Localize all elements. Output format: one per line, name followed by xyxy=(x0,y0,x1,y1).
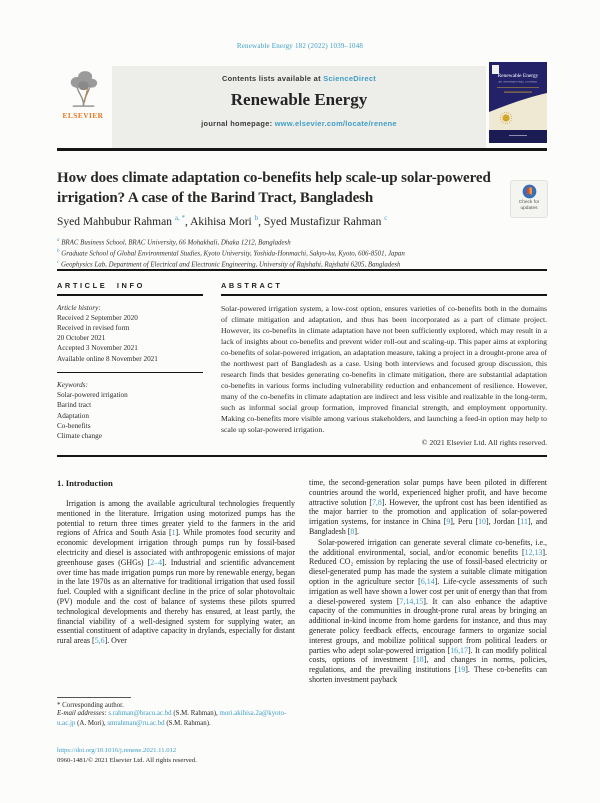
heading-rule xyxy=(57,294,203,296)
info-line: Barind tract xyxy=(57,401,92,410)
info-abstract-block xyxy=(57,281,547,447)
corresponding-author-note: * Corresponding author. xyxy=(57,702,124,709)
article-history-label: Article history: xyxy=(57,303,101,312)
info-line: Co-benefits xyxy=(57,421,91,430)
footnote-block xyxy=(57,697,297,728)
running-head-citation[interactable]: Renewable Energy 182 (2022) 1039–1048 xyxy=(236,42,364,50)
email-addresses xyxy=(57,709,297,728)
email-link[interactable]: smrahman@ru.ac.bd xyxy=(107,719,165,727)
citation-ref[interactable]: 7,8 xyxy=(371,497,382,507)
info-line: Adaptation xyxy=(57,411,89,420)
author-name: Syed Mahbubur Rahman $^{a, *}$ xyxy=(57,214,185,228)
intro-left-text xyxy=(57,499,295,646)
author-affiliation-mark[interactable]: a, * xyxy=(174,214,185,222)
homepage-line xyxy=(112,119,486,128)
paragraph: Solar-powered irrigation system, a low-cost option, ensures varieties of co-benefits both in the domains of climate mitigation and adaptation, and thus has been incorporated as a part of climate project. However, its co-benefits in climate adaptation have not been sufficiently explored, which may result in a lack of insights about co-benefits and prevent wider roll-out and scaling-up. This paper aims at exploring co-benefits of solar-powered irrigation, an adaptation measure, taking a project in a drought-prone area of the northwest part of Bangladesh as a case. Using both interviews and focused group discussion, this research finds that besides generating co-benefits in climate mitigation, there are substantial adaptation co-benefits in various forms including vulnerability reduction and enhancement of resilience. However, many of the co-benefits in climate adaptation are indirect and less visible and realizable in the long-term, such as informal social group formation, improved financial strength, and employment opportunity. Making co-benefits more visible among various stakeholders, and launching a feed-in option may help to scale up solar-powered irrigation. xyxy=(221,303,547,434)
journal-cover-thumbnail[interactable] xyxy=(489,62,547,143)
paragraph: time, the second-generation solar pumps have been piloted in different countries around the world, experienced higher profit, and have become attractive solution [7,8]. However, the upfront cost has been identified as the major barrier to the promotion and application of solar-powered irrigation systems, for instance in China [9], Peru [10], Jordan [11], and Bangladesh [8]. xyxy=(309,478,547,536)
citation-ref[interactable]: 19 xyxy=(457,665,466,675)
paragraph: Solar-powered irrigation can generate several climate co-benefits, i.e., the additional environmental, social, and/or economic benefits [12,13]. Reduced CO₂ emission by replacing the use of fossil-based electricity or diesel-generated pump has made the system a suitable climate mitigation option in the agriculture sector [6,14]. Life-cycle assessments of such irrigation as well have shown a lower cost per unit of energy than that from a diesel-powered system [7,14,15]. It can also enhance the adaptive capacity of the communities in drought-prone rural areas by bringing an additional in-kind income from home gardens for instance, and thus may generate policy feedback effects, encourage farmers to organize social interest groups, and mobilize political support from political leaders or parties who adept solar-powered irrigation [16,17]. It can modify political costs, options of investment [18], and changes in norms, policies, regulations, and the prevailing institutions [19]. These co-benefits can shorten investment payback xyxy=(309,537,547,684)
citation-ref[interactable]: 5,6 xyxy=(94,636,105,646)
citation-ref[interactable]: 16,17 xyxy=(450,645,468,655)
footnote-text: (S.M. Rahman), xyxy=(171,710,220,717)
info-line: Available online 8 November 2021 xyxy=(57,354,158,363)
author-affiliation-mark[interactable]: c xyxy=(384,214,388,222)
section-heading: 1. Introduction xyxy=(57,478,113,488)
author-list: Syed Mahbubur Rahman $^{a, *}$, Akihisa Mori $^b$, Syed Mustafizur Rahman $^c$ xyxy=(57,214,388,228)
citation-ref[interactable]: 1 xyxy=(171,528,176,538)
info-line: 20 October 2021 xyxy=(57,334,106,343)
citation-ref[interactable]: 11 xyxy=(520,517,528,527)
elsevier-logo-label: ELSEVIER xyxy=(62,111,104,120)
footnote-rule xyxy=(57,697,131,698)
banner-center xyxy=(112,66,486,148)
keywords-list xyxy=(57,390,203,441)
info-line: Received 2 September 2020 xyxy=(57,313,138,322)
check-updates-label: Check for updates xyxy=(518,200,540,211)
author-name: Akihisa Mori $^b$ xyxy=(190,214,259,228)
contents-prefix: Contents lists available at xyxy=(221,74,324,83)
info-divider xyxy=(57,372,203,373)
abstract-text xyxy=(221,303,547,435)
citation-ref[interactable]: 18 xyxy=(415,655,424,665)
affiliation: $^c$ Geophysics Lab, Department of Electrical and Electronic Engineering, University of Rajshahi, Rajshahi 6205, Bangladesh xyxy=(57,259,401,269)
footnote-text: E-mail addresses: xyxy=(57,710,109,717)
elsevier-tree-icon xyxy=(67,67,100,110)
body-left-column xyxy=(57,478,295,713)
info-line: Received in revised form xyxy=(57,323,130,332)
check-updates-badge[interactable] xyxy=(510,180,548,218)
article-history-list xyxy=(57,313,203,364)
body-right-column xyxy=(309,478,547,713)
abstract-column xyxy=(221,281,547,447)
citation-ref[interactable]: 8 xyxy=(350,526,355,536)
footnote-text: (A. Mori), xyxy=(75,719,108,727)
keywords-label: Keywords: xyxy=(57,381,88,389)
citation-ref[interactable]: 10 xyxy=(478,517,486,527)
info-line: Climate change xyxy=(57,432,102,441)
cover-title: Renewable Energy xyxy=(497,73,539,79)
abstract-copyright: © 2021 Elsevier Ltd. All rights reserved. xyxy=(421,437,547,447)
affiliation: $^a$ BRAC Business School, BRAC University, 66 Mohakhali, Dhaka 1212, Bangladesh xyxy=(57,238,291,247)
citation-ref[interactable]: 9 xyxy=(446,517,451,527)
author-name: Syed Mustafizur Rahman $^c$ xyxy=(263,214,388,228)
crossmark-icon xyxy=(522,184,537,199)
journal-banner xyxy=(57,66,547,148)
citation-ref[interactable]: 12,13 xyxy=(524,547,543,557)
journal-cover-art xyxy=(489,62,547,143)
affiliation-list xyxy=(57,237,539,270)
contents-line xyxy=(112,74,486,83)
abstract-heading: ABSTRACT xyxy=(221,281,283,290)
info-line: Accepted 3 November 2021 xyxy=(57,344,138,353)
citation-ref[interactable]: 7,14,15 xyxy=(399,596,424,606)
banner-divider xyxy=(57,148,547,151)
elsevier-logo[interactable] xyxy=(57,67,109,120)
issn-copyright-line: 0960-1481/© 2021 Elsevier Ltd. All rights reserved. xyxy=(57,757,197,765)
homepage-prefix: journal homepage: xyxy=(201,119,275,128)
author-affiliation-mark[interactable]: b xyxy=(254,214,259,222)
abstract-block-divider xyxy=(57,455,547,457)
cover-subtitle: AN INTERNATIONAL JOURNAL xyxy=(498,81,538,84)
email-link[interactable]: s.rahman@bracu.ac.bd xyxy=(108,710,172,717)
journal-name: Renewable Energy xyxy=(230,90,368,109)
citation-ref[interactable]: 2–4 xyxy=(150,557,163,567)
info-line: Solar-powered irrigation xyxy=(57,391,128,400)
email-link[interactable]: mori.akihisa.2a@kyoto-u.ac.jp xyxy=(57,710,287,727)
page-footer xyxy=(57,746,197,767)
article-title: How does climate adaptation co-benefits help scale-up solar-powered irrigation? A case of the Barind Tract, Bangladesh xyxy=(57,170,491,206)
article-info-column xyxy=(57,281,203,447)
paragraph: Irrigation is among the available agricultural technologies frequently mentioned in the literature. Irrigation using motorized pumps has the potential to return three times greater yield to the farmers in the arid regions of Africa and South Asia [1]. While promotes food security and economic development irrigation through pumps run by fossil-based electricity and diesel is associated with anthropogenic emissions of major greenhouse gases (GHGs) [2–4]. Industrial and scientific advancement over time has made irrigation pumps run more by renewable energy, began in the late 1970s as an alternative for traditional irrigation that used fossil fuel. Coupled with a significant decline in the price of solar photovoltaic (PV) module and the cost of balance of systems these pilots spurred technological developments and thereby has ensured, at least partly, the financial viability of a well-designed system for supplying water, an essential constituent of adaptive capacity in drylands, especially for distant rural areas [5,6]. Over xyxy=(57,499,295,646)
footnote-text: (S.M. Rahman). xyxy=(164,719,211,727)
article-info-heading: ARTICLE INFO xyxy=(57,281,145,290)
affiliation: $^b$ Graduate School of Global Environmental Studies, Kyoto University, Yoshida-Honmachi, Sakyo-ku, Kyoto, 606-8501, Japan xyxy=(57,248,405,258)
intro-right-text xyxy=(309,478,547,685)
sciencedirect-link[interactable]: ScienceDirect xyxy=(323,74,377,83)
title-block-divider xyxy=(57,269,547,271)
heading-rule xyxy=(221,294,547,296)
doi-link[interactable]: https://doi.org/10.1016/j.renene.2021.11.012 xyxy=(57,747,177,754)
journal-homepage-link[interactable]: www.elsevier.com/locate/renene xyxy=(274,119,397,128)
citation-ref[interactable]: 6,14 xyxy=(420,576,435,586)
article-body xyxy=(57,478,547,713)
